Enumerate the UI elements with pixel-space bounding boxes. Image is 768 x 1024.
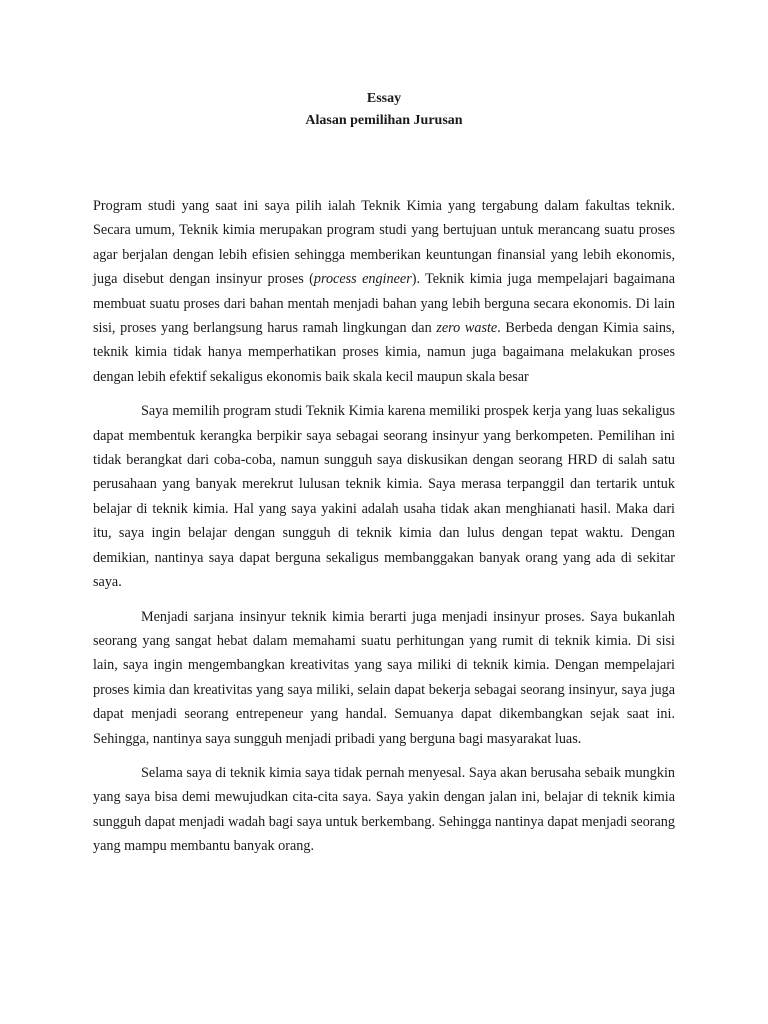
title-block bbox=[0, 88, 768, 132]
paragraph-2: Saya memilih program studi Teknik Kimia karena memiliki prospek kerja yang luas sekaligus dapat membentuk kerangka berpikir saya sebagai seorang insinyur yang berkompeten. Pemilihan ini tidak berangkat dari coba-coba, namun sungguh saya diskusikan dengan seorang HRD di salah satu perusahaan yang banyak merekrut lulusan teknik kimia. Saya merasa terpanggil dan tertarik untuk belajar di teknik kimia. Hal yang saya yakini adalah usaha tidak akan menghianati hasil. Maka dari itu, saya ingin belajar dengan sungguh di teknik kimia dan lulus dengan tepat waktu. Dengan demikian, nantinya saya dapat berguna sekaligus membanggakan banyak orang yang ada di sekitar saya. bbox=[93, 403, 675, 591]
paragraph-1-italic-term-1: process engineer bbox=[313, 271, 412, 288]
document-title: Essay bbox=[366, 91, 402, 106]
document-subtitle: Alasan pemilihan Jurusan bbox=[305, 113, 463, 128]
paragraph-1-text-c: . Berbeda dengan Kimia sains, teknik kimia tidak hanya memperhatikan proses kimia, namun juga bagaimana melakukan proses dengan lebih efektif sekaligus ekonomis baik skala kecil maupun skala besar bbox=[93, 320, 675, 385]
paragraph-1 bbox=[93, 194, 675, 389]
paragraph-1-text-a: Program studi yang saat ini saya pilih ialah Teknik Kimia yang tergabung dalam fakultas teknik. Secara umum, Teknik kimia merupakan program studi yang bertujuan untuk merancang suatu proses agar berjalan dengan lebih efisien sehingga memberikan keuntungan finansial yang lebih ekonomis, juga disebut dengan insinyur proses ( bbox=[93, 198, 675, 288]
paragraph-1-text-b: ). Teknik kimia juga mempelajari bagaimana membuat suatu proses dari bahan mentah menjadi bahan yang lebih berguna secara ekonomis. Di lain sisi, proses yang berlangsung harus ramah lingkungan dan bbox=[93, 271, 676, 337]
paragraph-1-italic-term-2: zero waste bbox=[436, 320, 498, 337]
paragraph-3: Menjadi sarjana insinyur teknik kimia berarti juga menjadi insinyur proses. Saya bukanlah seorang yang sangat hebat dalam memahami suatu perhitungan yang rumit di teknik kimia. Di sisi lain, saya ingin mengembangkan kreativitas yang saya miliki di teknik kimia. Dengan mempelajari proses kimia dan kreativitas yang saya miliki, selain dapat bekerja sebagai seorang insinyur, saya juga dapat menjadi seorang entrepeneur yang handal. Semuanya dapat dikembangkan sejak saat ini. Sehingga, nantinya saya sungguh menjadi pribadi yang berguna bagi masyarakat luas. bbox=[93, 608, 675, 747]
essay-body bbox=[93, 194, 675, 869]
paragraph-4: Selama saya di teknik kimia saya tidak pernah menyesal. Saya akan berusaha sebaik mungkin yang saya bisa demi mewujudkan cita-cita saya. Saya yakin dengan jalan ini, belajar di teknik kimia sungguh dapat menjadi wadah bagi saya untuk berkembang. Sehingga nantinya dapat menjadi seorang yang mampu membantu banyak orang. bbox=[93, 764, 675, 855]
